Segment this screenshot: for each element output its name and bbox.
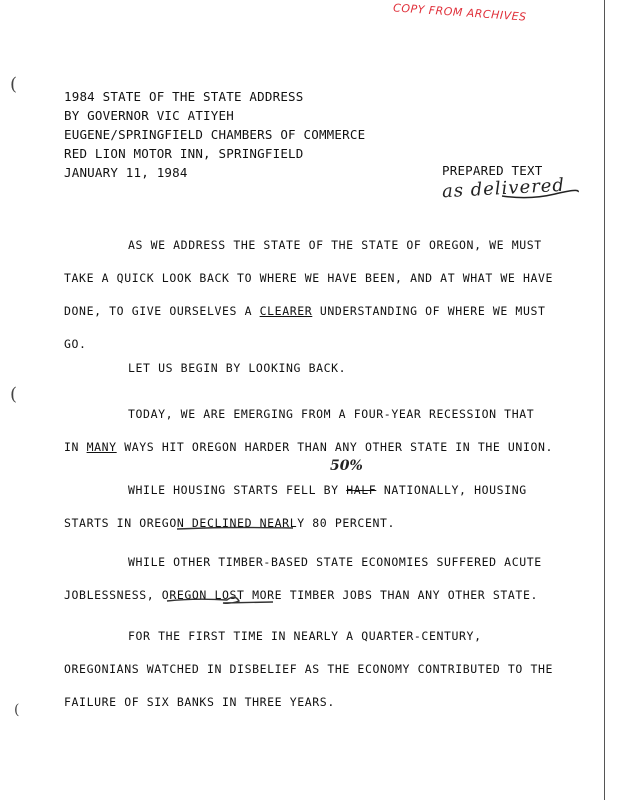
page-edge-line (604, 0, 605, 800)
underlined-word: MANY (86, 440, 117, 454)
margin-mark: ( (10, 384, 18, 405)
archive-stamp: COPY FROM ARCHIVES (392, 1, 527, 24)
margin-mark: ( (14, 702, 20, 718)
header-title: 1984 STATE OF THE STATE ADDRESS (64, 89, 304, 104)
handwriting-underline (500, 186, 580, 202)
header-speaker: BY GOVERNOR VIC ATIYEH (64, 108, 234, 123)
handwritten-edit: 50% (330, 458, 363, 474)
margin-mark: ( (10, 74, 18, 95)
paragraph-4: WHILE HOUSING STARTS FELL BY HALF NATIONALLY, HOUSING STARTS IN OREGON DECLINED NEARLY 80 PERCENT. (64, 483, 527, 530)
paragraph-1: AS WE ADDRESS THE STATE OF THE STATE OF OREGON, WE MUST TAKE A QUICK LOOK BACK TO WHERE WE HAVE BEEN, AND AT WHAT WE HAVE DONE, TO GIVE OURSELVES A CLEARER UNDERSTANDING OF WHERE WE MUST GO. (64, 238, 554, 351)
paragraph-3: TODAY, WE ARE EMERGING FROM A FOUR-YEAR RECESSION THAT IN MANY WAYS HIT OREGON HARDER THAN ANY OTHER STATE IN THE UNION. (64, 407, 554, 454)
underlined-word: CLEARER (259, 304, 313, 318)
header-audience: EUGENE/SPRINGFIELD CHAMBERS OF COMMERCE (64, 127, 366, 142)
pen-stroke (165, 592, 275, 608)
struck-word: HALF (346, 483, 377, 497)
pen-stroke (175, 523, 295, 535)
header-date: JANUARY 11, 1984 (64, 165, 188, 180)
prepared-text-label: PREPARED TEXT (442, 163, 543, 178)
paragraph-5: WHILE OTHER TIMBER-BASED STATE ECONOMIES SUFFERED ACUTE JOBLESSNESS, OREGON LOST MORE TIMBER JOBS THAN ANY OTHER STATE. (64, 555, 542, 602)
header-venue: RED LION MOTOR INN, SPRINGFIELD (64, 146, 304, 161)
document-header (64, 87, 365, 182)
handwritten-as-delivered: as delivered (441, 174, 566, 203)
paragraph-2: LET US BEGIN BY LOOKING BACK. (128, 361, 347, 375)
paragraph-6: FOR THE FIRST TIME IN NEARLY A QUARTER-CENTURY, OREGONIANS WATCHED IN DISBELIEF AS THE ECONOMY CONTRIBUTED TO THE FAILURE OF SIX BANKS IN THREE YEARS. (64, 629, 554, 709)
